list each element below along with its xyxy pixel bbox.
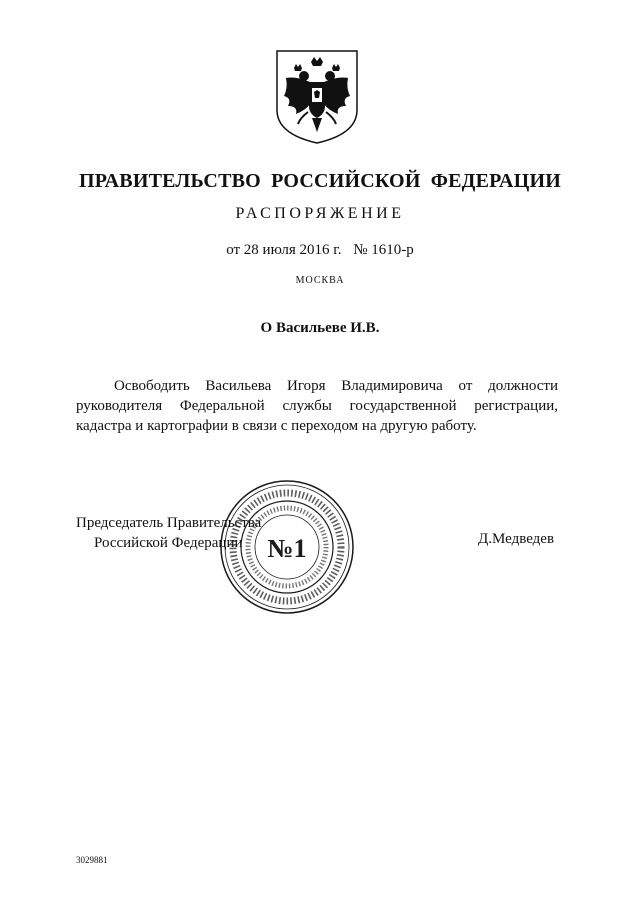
body-paragraph: Освободить Васильева Игоря Владимировича от должности руководителя Федеральной службы государственной регистрации, кадастра и картографии в связи с переходом на другую работу. <box>76 378 558 434</box>
date-number-line <box>0 242 640 259</box>
document-subject: О Васильеве И.В. <box>260 320 380 336</box>
signatory-title-line2: Российской Федерации <box>94 535 243 551</box>
city-name: МОСКВА <box>295 275 345 286</box>
document-number: № 1610-р <box>353 242 414 258</box>
signatory-title-line1: Председатель Правительства <box>76 515 262 531</box>
document-date: от 28 июля 2016 г. <box>226 242 342 258</box>
organization-title: ПРАВИТЕЛЬСТВО РОССИЙСКОЙ ФЕДЕРАЦИИ <box>79 170 561 192</box>
seal-number: №1 <box>267 534 307 563</box>
official-seal-stamp <box>218 478 356 616</box>
coat-of-arms-icon <box>274 48 360 146</box>
signatory-name: Д.Медведев <box>478 531 555 547</box>
document-type: РАСПОРЯЖЕНИЕ <box>235 205 405 222</box>
footer-code: 3029881 <box>76 855 108 865</box>
